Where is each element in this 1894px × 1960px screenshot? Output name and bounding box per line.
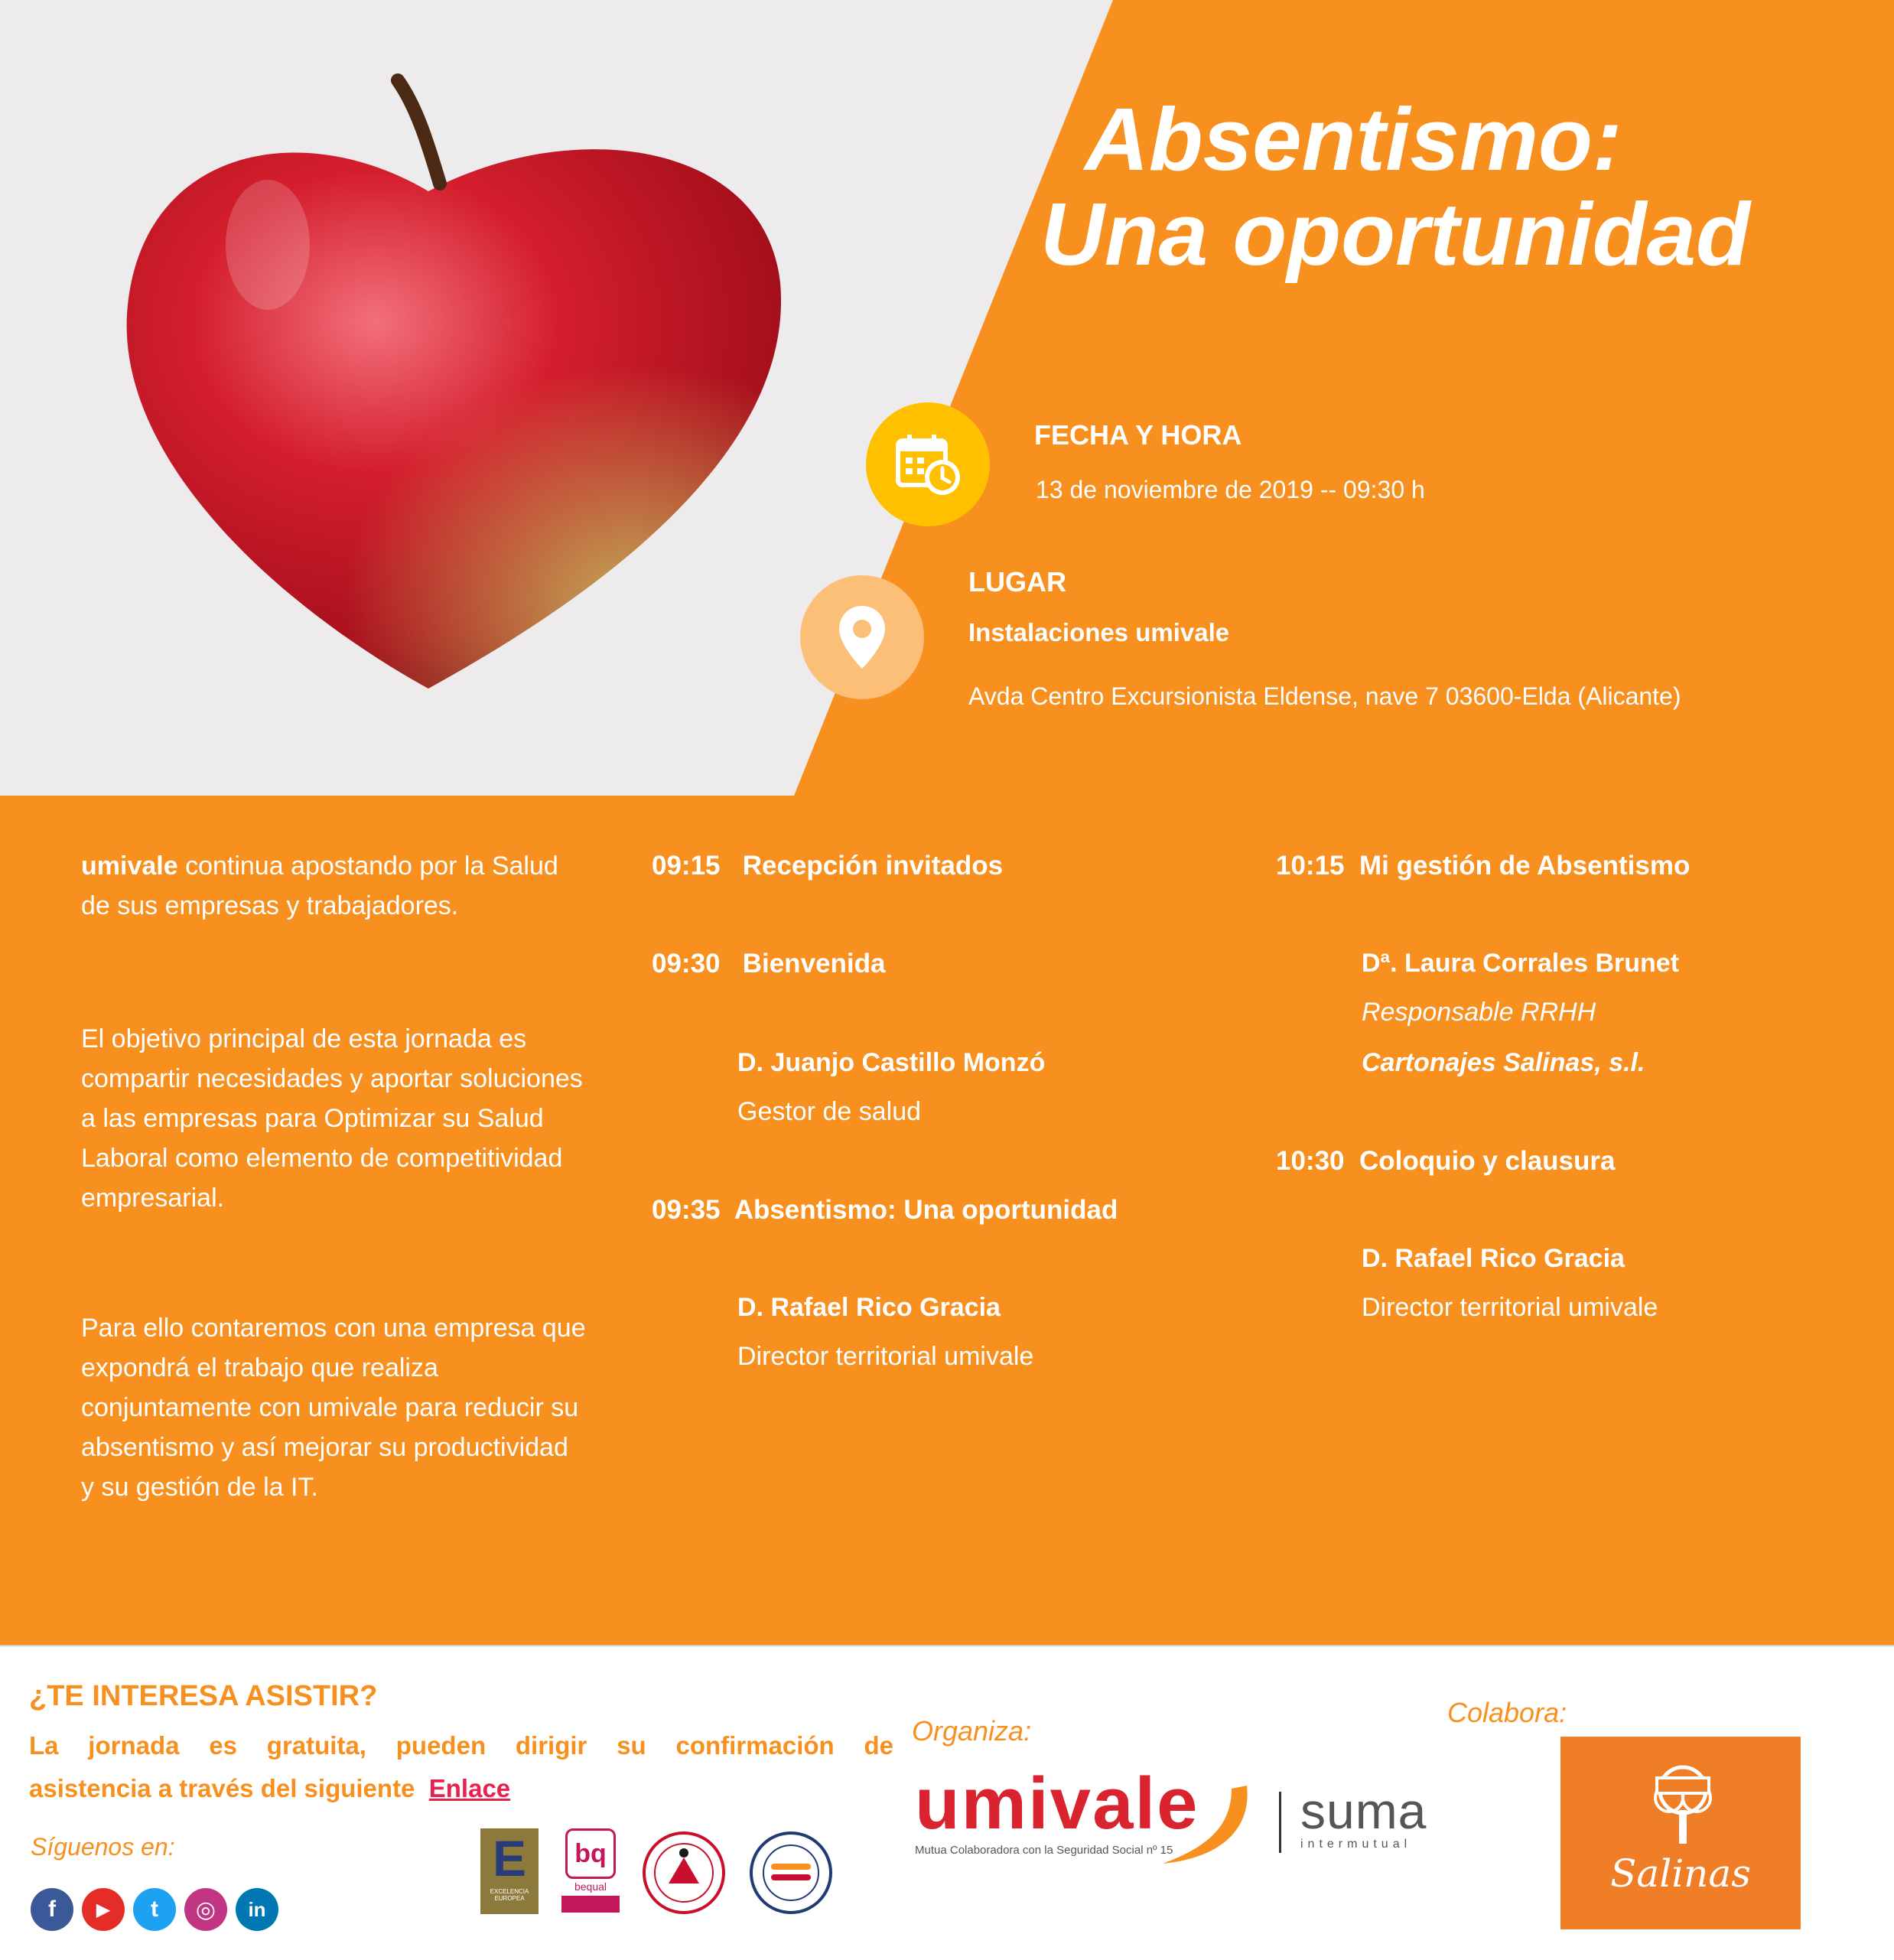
intro-p1-text: continua apostando por la Salud de sus empresas y trabajadores. — [81, 851, 558, 920]
agenda-role: Responsable RRHH — [1362, 998, 1596, 1027]
agenda-role: Director territorial umivale — [1362, 1293, 1658, 1322]
intro-paragraph-2: El objetivo principal de esta jornada es compartir necesidades y aportar soluciones a las empresas para Optimizar su Salud Laboral como elemento de competitividad empresarial. — [81, 1024, 583, 1213]
title-line-1: Absentismo: — [1085, 90, 1622, 189]
agenda-time: 09:35 — [652, 1195, 721, 1225]
umivale-wordmark: umivale — [915, 1763, 1199, 1844]
intro-paragraph-1 — [81, 846, 586, 926]
social-links — [31, 1888, 278, 1931]
agenda-item-3 — [652, 1195, 1118, 1226]
salinas-logo — [1560, 1737, 1801, 1929]
registration-link[interactable]: Enlace — [428, 1774, 511, 1802]
suma-logo — [1300, 1784, 1427, 1851]
instagram-icon[interactable]: ◎ — [184, 1888, 227, 1931]
map-pin-icon — [835, 603, 889, 672]
agenda-time: 09:15 — [652, 851, 721, 881]
linkedin-icon[interactable]: in — [236, 1888, 278, 1931]
badge-caption: EUROPEA — [494, 1895, 525, 1902]
agenda-title: Mi gestión de Absentismo — [1359, 851, 1691, 881]
umivale-swoosh-icon — [1155, 1781, 1270, 1873]
place-badge — [800, 575, 924, 699]
intro-brand: umivale — [81, 851, 178, 881]
agenda-title: Coloquio y clausura — [1359, 1146, 1616, 1176]
agenda-time: 09:30 — [652, 949, 721, 978]
agenda-speaker: D. Rafael Rico Gracia — [1362, 1244, 1625, 1273]
bequal-stripe — [561, 1896, 620, 1913]
calendar-clock-icon — [893, 430, 962, 499]
agenda-company: Cartonajes Salinas, s.l. — [1362, 1048, 1645, 1077]
agenda-item-5 — [1276, 1146, 1615, 1177]
program-section — [0, 796, 1894, 1645]
salinas-wordmark: Salinas — [1610, 1851, 1751, 1896]
agenda-title: Absentismo: Una oportunidad — [734, 1195, 1118, 1225]
agenda-role: Gestor de salud — [737, 1097, 922, 1126]
facebook-icon[interactable]: f — [31, 1888, 73, 1931]
twitter-icon[interactable]: t — [133, 1888, 176, 1931]
hero-banner — [0, 0, 1894, 796]
bequal-mark: bq — [565, 1828, 616, 1879]
badge-caption: EXCELENCIA — [490, 1888, 529, 1895]
agenda-title: Bienvenida — [742, 949, 886, 978]
attend-text — [29, 1724, 893, 1810]
agenda-role: Director territorial umivale — [737, 1342, 1034, 1371]
logo-divider — [1279, 1792, 1281, 1853]
agenda-title: Recepción invitados — [742, 851, 1004, 881]
attend-line-2 — [29, 1767, 893, 1810]
umivale-tagline: Mutua Colaboradora con la Seguridad Social nº 15 — [915, 1844, 1173, 1857]
date-badge — [866, 402, 990, 526]
suma-wordmark: suma — [1300, 1783, 1427, 1839]
flexible-company-seal — [641, 1830, 727, 1916]
agenda-item-2 — [652, 949, 885, 979]
youtube-icon[interactable]: ▶ — [82, 1888, 125, 1931]
place-heading: LUGAR — [968, 566, 1066, 597]
excelencia-europea-badge — [480, 1828, 539, 1914]
agenda-time: 10:15 — [1276, 851, 1345, 881]
bequal-caption: bequal — [574, 1880, 607, 1893]
date-value: 13 de noviembre de 2019 -- 09:30 h — [1036, 476, 1425, 503]
suma-tagline: intermutual — [1300, 1838, 1412, 1851]
agenda-item-4 — [1276, 851, 1690, 881]
agenda-item-1 — [652, 851, 1003, 881]
date-heading: FECHA Y HORA — [1034, 419, 1242, 451]
attend-line-1: La jornada es gratuita, pueden dirigir su confirmación de — [29, 1731, 893, 1760]
title-line-2: Una oportunidad — [1040, 184, 1750, 284]
attend-line-2-text: asistencia a través del siguiente — [29, 1774, 415, 1802]
place-address: Avda Centro Excursionista Eldense, nave 7 03600-Elda (Alicante) — [968, 682, 1681, 710]
badge-letter: E — [492, 1830, 527, 1887]
agenda-speaker: D. Juanjo Castillo Monzó — [737, 1048, 1046, 1077]
colabora-label: Colabora: — [1447, 1697, 1567, 1728]
place-name: Instalaciones umivale — [968, 618, 1230, 646]
attend-heading: ¿TE INTERESA ASISTIR? — [29, 1680, 378, 1712]
agenda-speaker: D. Rafael Rico Gracia — [737, 1293, 1001, 1322]
agenda-time: 10:30 — [1276, 1146, 1345, 1176]
tree-icon — [1646, 1763, 1720, 1847]
agenda-speaker: Dª. Laura Corrales Brunet — [1362, 949, 1680, 978]
bequal-badge — [561, 1828, 620, 1914]
organiza-label: Organiza: — [912, 1715, 1032, 1747]
equal-opportunities-seal — [748, 1830, 834, 1916]
intro-paragraph-3: Para ello contaremos con una empresa que expondrá el trabajo que realiza conjuntamente con umivale para reducir su absentismo y así mejorar su productividad y su gestión de la IT. — [81, 1314, 586, 1502]
follow-label: Síguenos en: — [31, 1833, 175, 1861]
event-title — [1040, 92, 1866, 282]
